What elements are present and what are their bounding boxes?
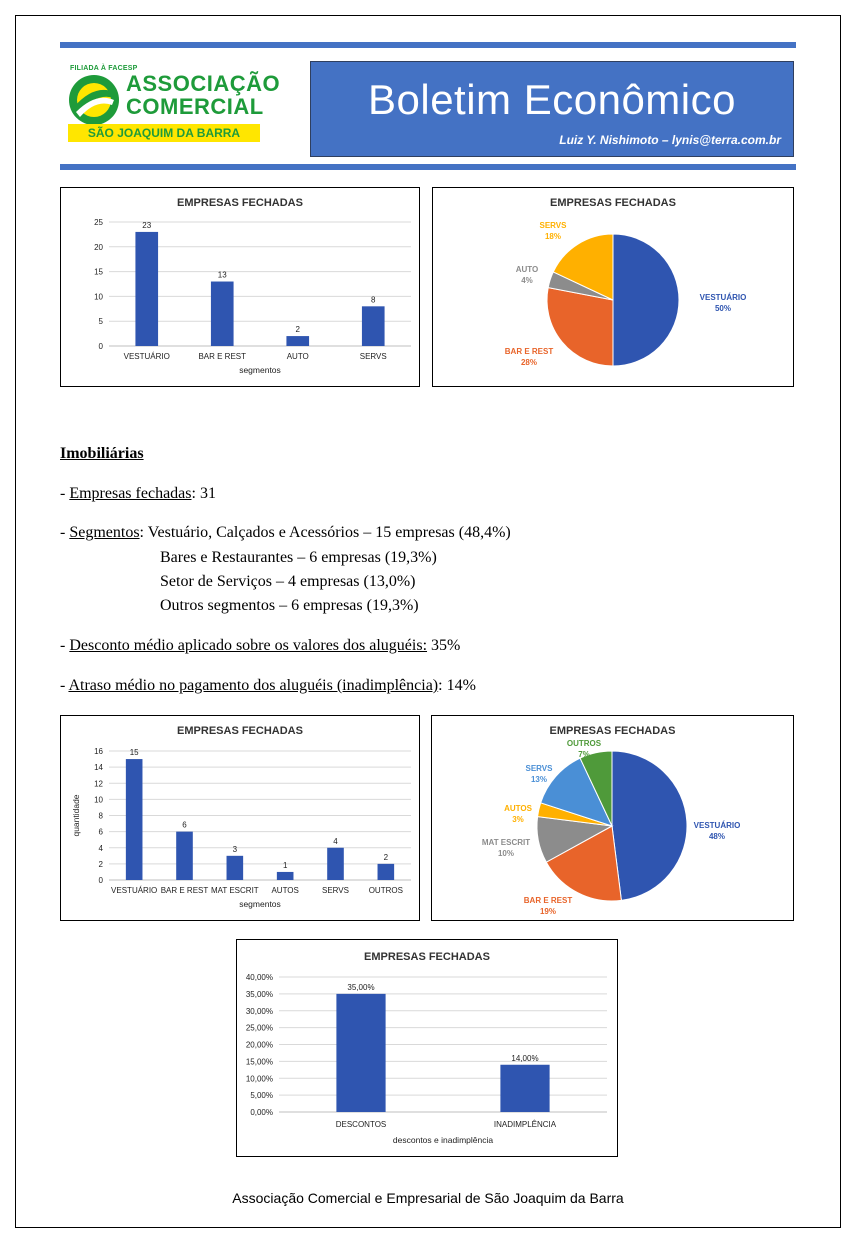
empresas-value: : 31 bbox=[191, 485, 216, 502]
x-tick-label: INADIMPLÊNCIA bbox=[493, 1120, 557, 1129]
chart-3-bar bbox=[60, 715, 420, 921]
bar-value-label: 8 bbox=[371, 295, 376, 305]
bar bbox=[362, 306, 385, 346]
y-tick-label: 4 bbox=[98, 843, 103, 853]
logo-emblem-icon bbox=[68, 74, 120, 126]
x-tick-label: VESTUÁRIO bbox=[123, 352, 170, 361]
pie-category-label: BAR E REST bbox=[504, 347, 554, 356]
x-tick-label: DESCONTOS bbox=[335, 1120, 387, 1129]
y-tick-label: 0 bbox=[98, 876, 103, 885]
y-tick-label: 25 bbox=[94, 218, 103, 227]
bar bbox=[286, 336, 309, 346]
bar-value-label: 4 bbox=[333, 836, 338, 846]
bar bbox=[277, 872, 294, 880]
pie-category-label: SERVS bbox=[525, 764, 553, 773]
y-tick-label: 10,00% bbox=[245, 1074, 273, 1084]
chart-2-pie bbox=[432, 187, 794, 387]
logo-tagline: FILIADA À FACESP bbox=[70, 65, 138, 72]
section-heading: Imobiliárias bbox=[60, 445, 144, 462]
segmento-item: Bares e Restaurantes – 6 empresas (19,3%) bbox=[160, 549, 437, 566]
footer-text: Associação Comercial e Empresarial de São Joaquim da Barra bbox=[232, 1190, 624, 1206]
bar bbox=[336, 994, 385, 1112]
x-tick-label: SERVS bbox=[322, 886, 349, 895]
x-tick-label: AUTO bbox=[286, 352, 309, 361]
y-tick-label: 30,00% bbox=[245, 1006, 273, 1016]
chart-title: EMPRESAS FECHADAS bbox=[549, 725, 676, 737]
y-tick-label: 5,00% bbox=[250, 1091, 273, 1101]
bar-value-label: 3 bbox=[232, 844, 238, 854]
bar-value-label: 13 bbox=[217, 270, 227, 280]
logo-line-2: COMERCIAL bbox=[126, 94, 264, 119]
bar-value-label: 2 bbox=[295, 325, 300, 335]
bar-value-label: 1 bbox=[282, 860, 288, 870]
x-tick-label: AUTOS bbox=[271, 886, 299, 895]
empresas-fechadas-line: - Empresas fechadas: 31 bbox=[60, 485, 216, 502]
bar bbox=[378, 864, 395, 880]
pie-category-label: VESTUÁRIO bbox=[693, 821, 741, 830]
y-tick-label: 15 bbox=[94, 267, 103, 277]
segmentos-line: - Segmentos: Vestuário, Calçados e Acessórios – 15 empresas (48,4%) bbox=[60, 524, 511, 541]
y-tick-label: 12 bbox=[94, 779, 103, 789]
pie-slice bbox=[547, 288, 613, 366]
chart-4-pie bbox=[431, 715, 794, 921]
bar-value-label: 2 bbox=[383, 852, 389, 862]
y-tick-label: 16 bbox=[94, 747, 103, 756]
pie-percent-label: 50% bbox=[714, 304, 732, 313]
pie-percent-label: 13% bbox=[530, 775, 548, 784]
bar bbox=[327, 848, 344, 880]
page-title: Boletim Econômico bbox=[368, 76, 736, 123]
segmentos-label: Segmentos bbox=[69, 524, 140, 541]
bar bbox=[211, 282, 234, 346]
pie-percent-label: 48% bbox=[708, 832, 726, 841]
empresas-label: Empresas fechadas bbox=[69, 485, 192, 502]
pie-category-label: SERVS bbox=[539, 221, 567, 230]
chart-title: EMPRESAS FECHADAS bbox=[177, 725, 303, 737]
y-tick-label: 20,00% bbox=[245, 1040, 273, 1050]
pie-slice bbox=[612, 751, 687, 900]
chart-title: EMPRESAS FECHADAS bbox=[364, 951, 490, 963]
pie-category-label: MAT ESCRIT bbox=[481, 838, 531, 847]
bar-value-label: 15 bbox=[129, 748, 139, 758]
desconto-label: Desconto médio aplicado sobre os valores dos aluguéis: bbox=[69, 637, 428, 654]
y-tick-label: 6 bbox=[98, 827, 103, 837]
atraso-value: : 14% bbox=[438, 677, 476, 694]
y-tick-label: 0,00% bbox=[250, 1108, 273, 1117]
bar bbox=[227, 856, 244, 880]
y-tick-label: 0 bbox=[98, 342, 103, 351]
bar-value-label: 23 bbox=[142, 220, 152, 230]
desconto-line: - Desconto médio aplicado sobre os valores dos aluguéis: 35% bbox=[60, 637, 461, 654]
pie-percent-label: 18% bbox=[544, 232, 562, 241]
y-tick-label: 5 bbox=[98, 317, 103, 327]
y-tick-label: 2 bbox=[98, 859, 103, 869]
x-tick-label: VESTUÁRIO bbox=[111, 886, 158, 895]
chart-title: EMPRESAS FECHADAS bbox=[177, 197, 303, 209]
header-bottom-rule bbox=[60, 164, 796, 170]
y-axis-label: quantidade bbox=[71, 794, 81, 837]
y-tick-label: 35,00% bbox=[245, 989, 273, 999]
chart-title: EMPRESAS FECHADAS bbox=[550, 197, 676, 209]
y-tick-label: 14 bbox=[94, 763, 103, 773]
pie-percent-label: 28% bbox=[520, 358, 538, 367]
y-tick-label: 10 bbox=[94, 292, 103, 302]
y-tick-label: 25,00% bbox=[245, 1023, 273, 1033]
x-tick-label: SERVS bbox=[359, 352, 387, 361]
x-axis-label: segmentos bbox=[239, 899, 281, 909]
segmento-item: : Vestuário, Calçados e Acessórios – 15 empresas (48,4%) bbox=[139, 524, 511, 541]
desconto-value: 35% bbox=[427, 637, 461, 654]
pie-percent-label: 3% bbox=[512, 815, 524, 824]
atraso-label: Atraso médio no pagamento dos aluguéis (inadimplência) bbox=[68, 677, 439, 694]
pie-category-label: OUTROS bbox=[566, 739, 602, 748]
logo-line-3: SÃO JOAQUIM DA BARRA bbox=[68, 124, 260, 142]
chart-1-bar bbox=[60, 187, 420, 387]
y-tick-label: 15,00% bbox=[245, 1057, 273, 1067]
bar bbox=[126, 759, 143, 880]
bar-value-label: 6 bbox=[182, 820, 187, 830]
pie-percent-label: 10% bbox=[497, 849, 515, 858]
pie-category-label: BAR E REST bbox=[523, 896, 573, 905]
pie-category-label: AUTO bbox=[515, 265, 539, 274]
pie-slice bbox=[613, 234, 679, 366]
top-rule bbox=[60, 42, 796, 48]
association-logo bbox=[64, 62, 281, 146]
pie-category-label: VESTUÁRIO bbox=[699, 293, 747, 302]
pie-percent-label: 7% bbox=[578, 750, 590, 759]
x-tick-label: BAR E REST bbox=[198, 352, 247, 361]
pie-percent-label: 19% bbox=[539, 907, 557, 916]
y-tick-label: 20 bbox=[94, 242, 103, 252]
bar bbox=[135, 232, 158, 346]
segmento-item: Outros segmentos – 6 empresas (19,3%) bbox=[160, 597, 419, 614]
bar bbox=[176, 832, 193, 880]
x-tick-label: BAR E REST bbox=[160, 886, 209, 895]
logo-line-1: ASSOCIAÇÃO bbox=[126, 71, 281, 96]
x-tick-label: MAT ESCRIT bbox=[210, 886, 259, 895]
y-tick-label: 8 bbox=[98, 811, 103, 821]
bar-value-label: 14,00% bbox=[511, 1053, 539, 1063]
author-credit: Luiz Y. Nishimoto – lynis@terra.com.br bbox=[559, 133, 781, 147]
x-axis-label: descontos e inadimplência bbox=[392, 1135, 494, 1145]
title-banner bbox=[310, 61, 794, 157]
pie-percent-label: 4% bbox=[521, 276, 533, 285]
x-axis-label: segmentos bbox=[239, 365, 281, 375]
y-tick-label: 40,00% bbox=[245, 973, 273, 982]
bar bbox=[500, 1065, 549, 1112]
pie-category-label: AUTOS bbox=[504, 804, 532, 813]
atraso-line: - Atraso médio no pagamento dos aluguéis (inadimplência): 14% bbox=[60, 677, 476, 694]
chart-5-bar bbox=[236, 939, 618, 1157]
segmento-item: Setor de Serviços – 4 empresas (13,0%) bbox=[160, 573, 416, 590]
x-tick-label: OUTROS bbox=[368, 886, 403, 895]
bar-value-label: 35,00% bbox=[347, 982, 375, 992]
y-tick-label: 10 bbox=[94, 795, 103, 805]
